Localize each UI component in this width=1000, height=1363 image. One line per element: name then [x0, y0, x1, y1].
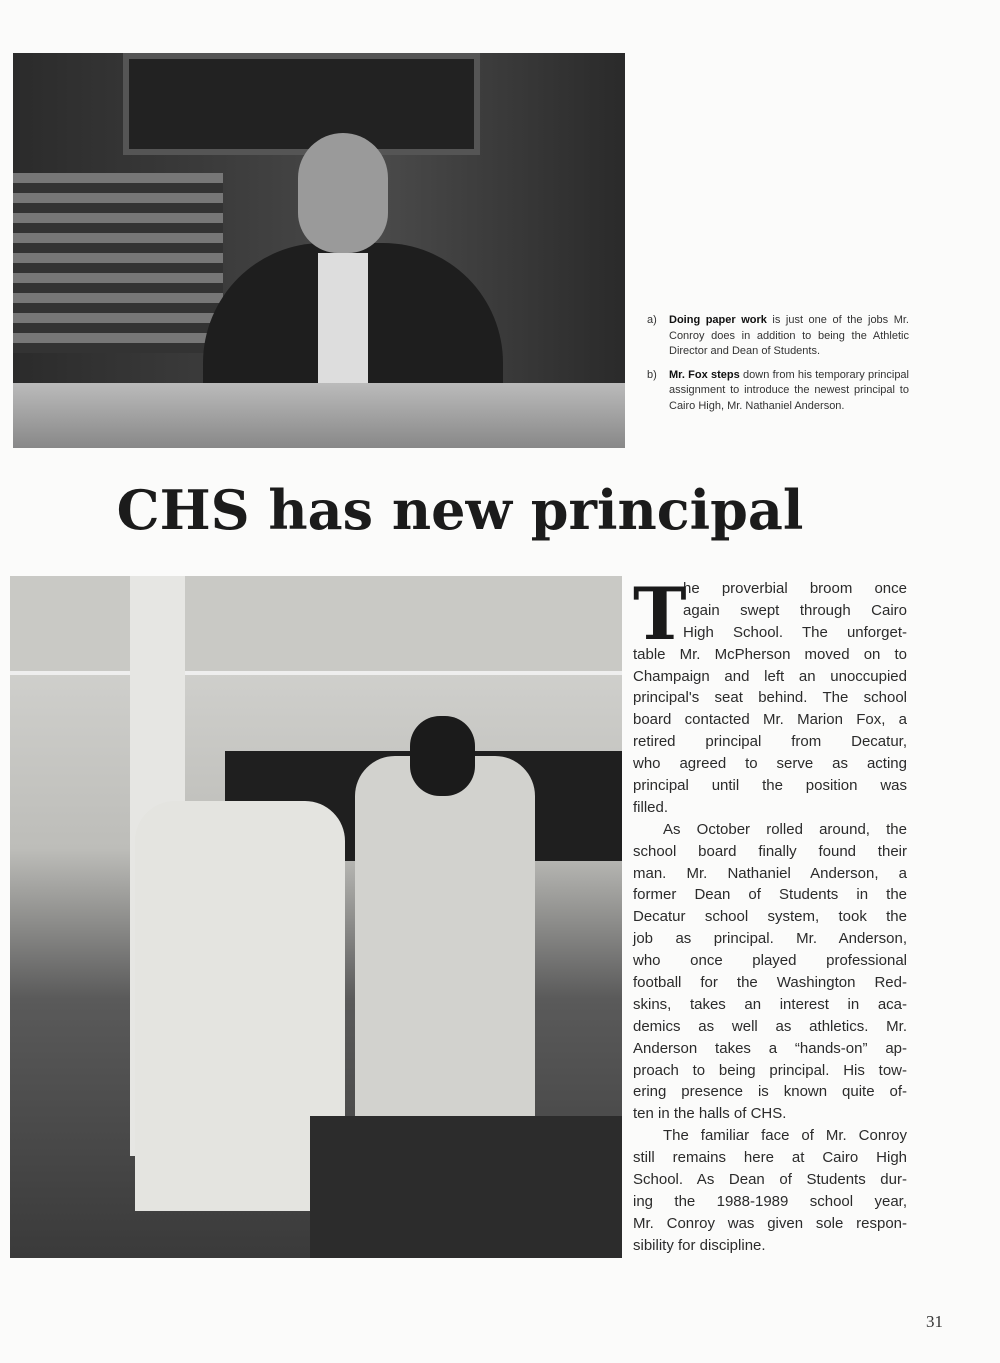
article-body — [633, 571, 907, 1257]
article-line: skins, takes an interest in aca- — [633, 995, 907, 1013]
article-line: school board finally found their — [633, 842, 907, 860]
article-line: ing the 1988-1989 school year, — [633, 1192, 907, 1210]
article-line: Mr. Conroy was given sole respon- — [633, 1214, 907, 1232]
photo-captions — [647, 313, 909, 422]
article-line: demics as well as athletics. Mr. — [633, 1017, 907, 1035]
article-line: The familiar face of Mr. Conroy — [663, 1127, 907, 1145]
article-line: football for the Washington Red- — [633, 974, 907, 992]
article-line: who once played professional — [633, 952, 907, 970]
article-line: job as principal. Mr. Anderson, — [633, 930, 907, 948]
article-line: former Dean of Students in the — [633, 886, 907, 904]
photo-conroy-at-desk — [13, 53, 625, 448]
paper-trays — [13, 173, 223, 353]
article-line: table Mr. McPherson moved on to — [633, 645, 907, 663]
article-line: man. Mr. Nathaniel Anderson, a — [633, 864, 907, 882]
wall-painting — [123, 53, 480, 155]
article-line: retired principal from Decatur, — [633, 733, 907, 751]
article-line: School. As Dean of Students dur- — [633, 1171, 907, 1189]
article-line: board contacted Mr. Marion Fox, a — [633, 711, 907, 729]
article-line: who agreed to serve as acting — [633, 755, 907, 773]
anderson-face — [410, 716, 475, 796]
article-line: filled. — [633, 798, 669, 816]
face — [298, 133, 388, 253]
desk-papers — [13, 383, 625, 448]
shirt — [318, 253, 368, 383]
photo-fox-and-anderson — [10, 576, 622, 1258]
article-line: Anderson takes a “hands-on” ap- — [633, 1039, 907, 1057]
article-line: Decatur school system, took the — [633, 908, 907, 926]
caption-b: b) Mr. Fox steps down from his temporary principal assignment to introduce the newest principal to Cairo High, Mr. Nathaniel Anderson. — [647, 368, 909, 412]
article-line: again swept through Cairo — [683, 601, 907, 619]
article-line: As October rolled around, the — [663, 820, 907, 838]
article-line: principal until the position was — [633, 777, 907, 795]
caption-a: a) Doing paper work is just one of the jobs Mr. Conroy does in addition to being the Athletic Director and Dean of Students. — [647, 314, 909, 357]
drop-cap: T — [633, 571, 687, 656]
headline: CHS has new principal — [116, 478, 804, 542]
article-line: still remains here at Cairo High — [633, 1149, 907, 1167]
article-line: High School. The unforget- — [683, 623, 907, 641]
page-number: 31 — [926, 1312, 943, 1331]
article-line: he proverbial broom once — [683, 580, 907, 597]
table — [310, 1116, 622, 1258]
article-line: ten in the halls of CHS. — [633, 1105, 787, 1123]
article-line: sibility for discipline. — [633, 1236, 766, 1254]
article-line: proach to being principal. His tow- — [633, 1061, 907, 1079]
article-line: ering presence is known quite of- — [633, 1083, 907, 1101]
ceiling — [10, 576, 622, 675]
article-line: principal's seat behind. The school — [633, 689, 907, 707]
article-line: Champaign and left an unoccupied — [633, 667, 907, 685]
